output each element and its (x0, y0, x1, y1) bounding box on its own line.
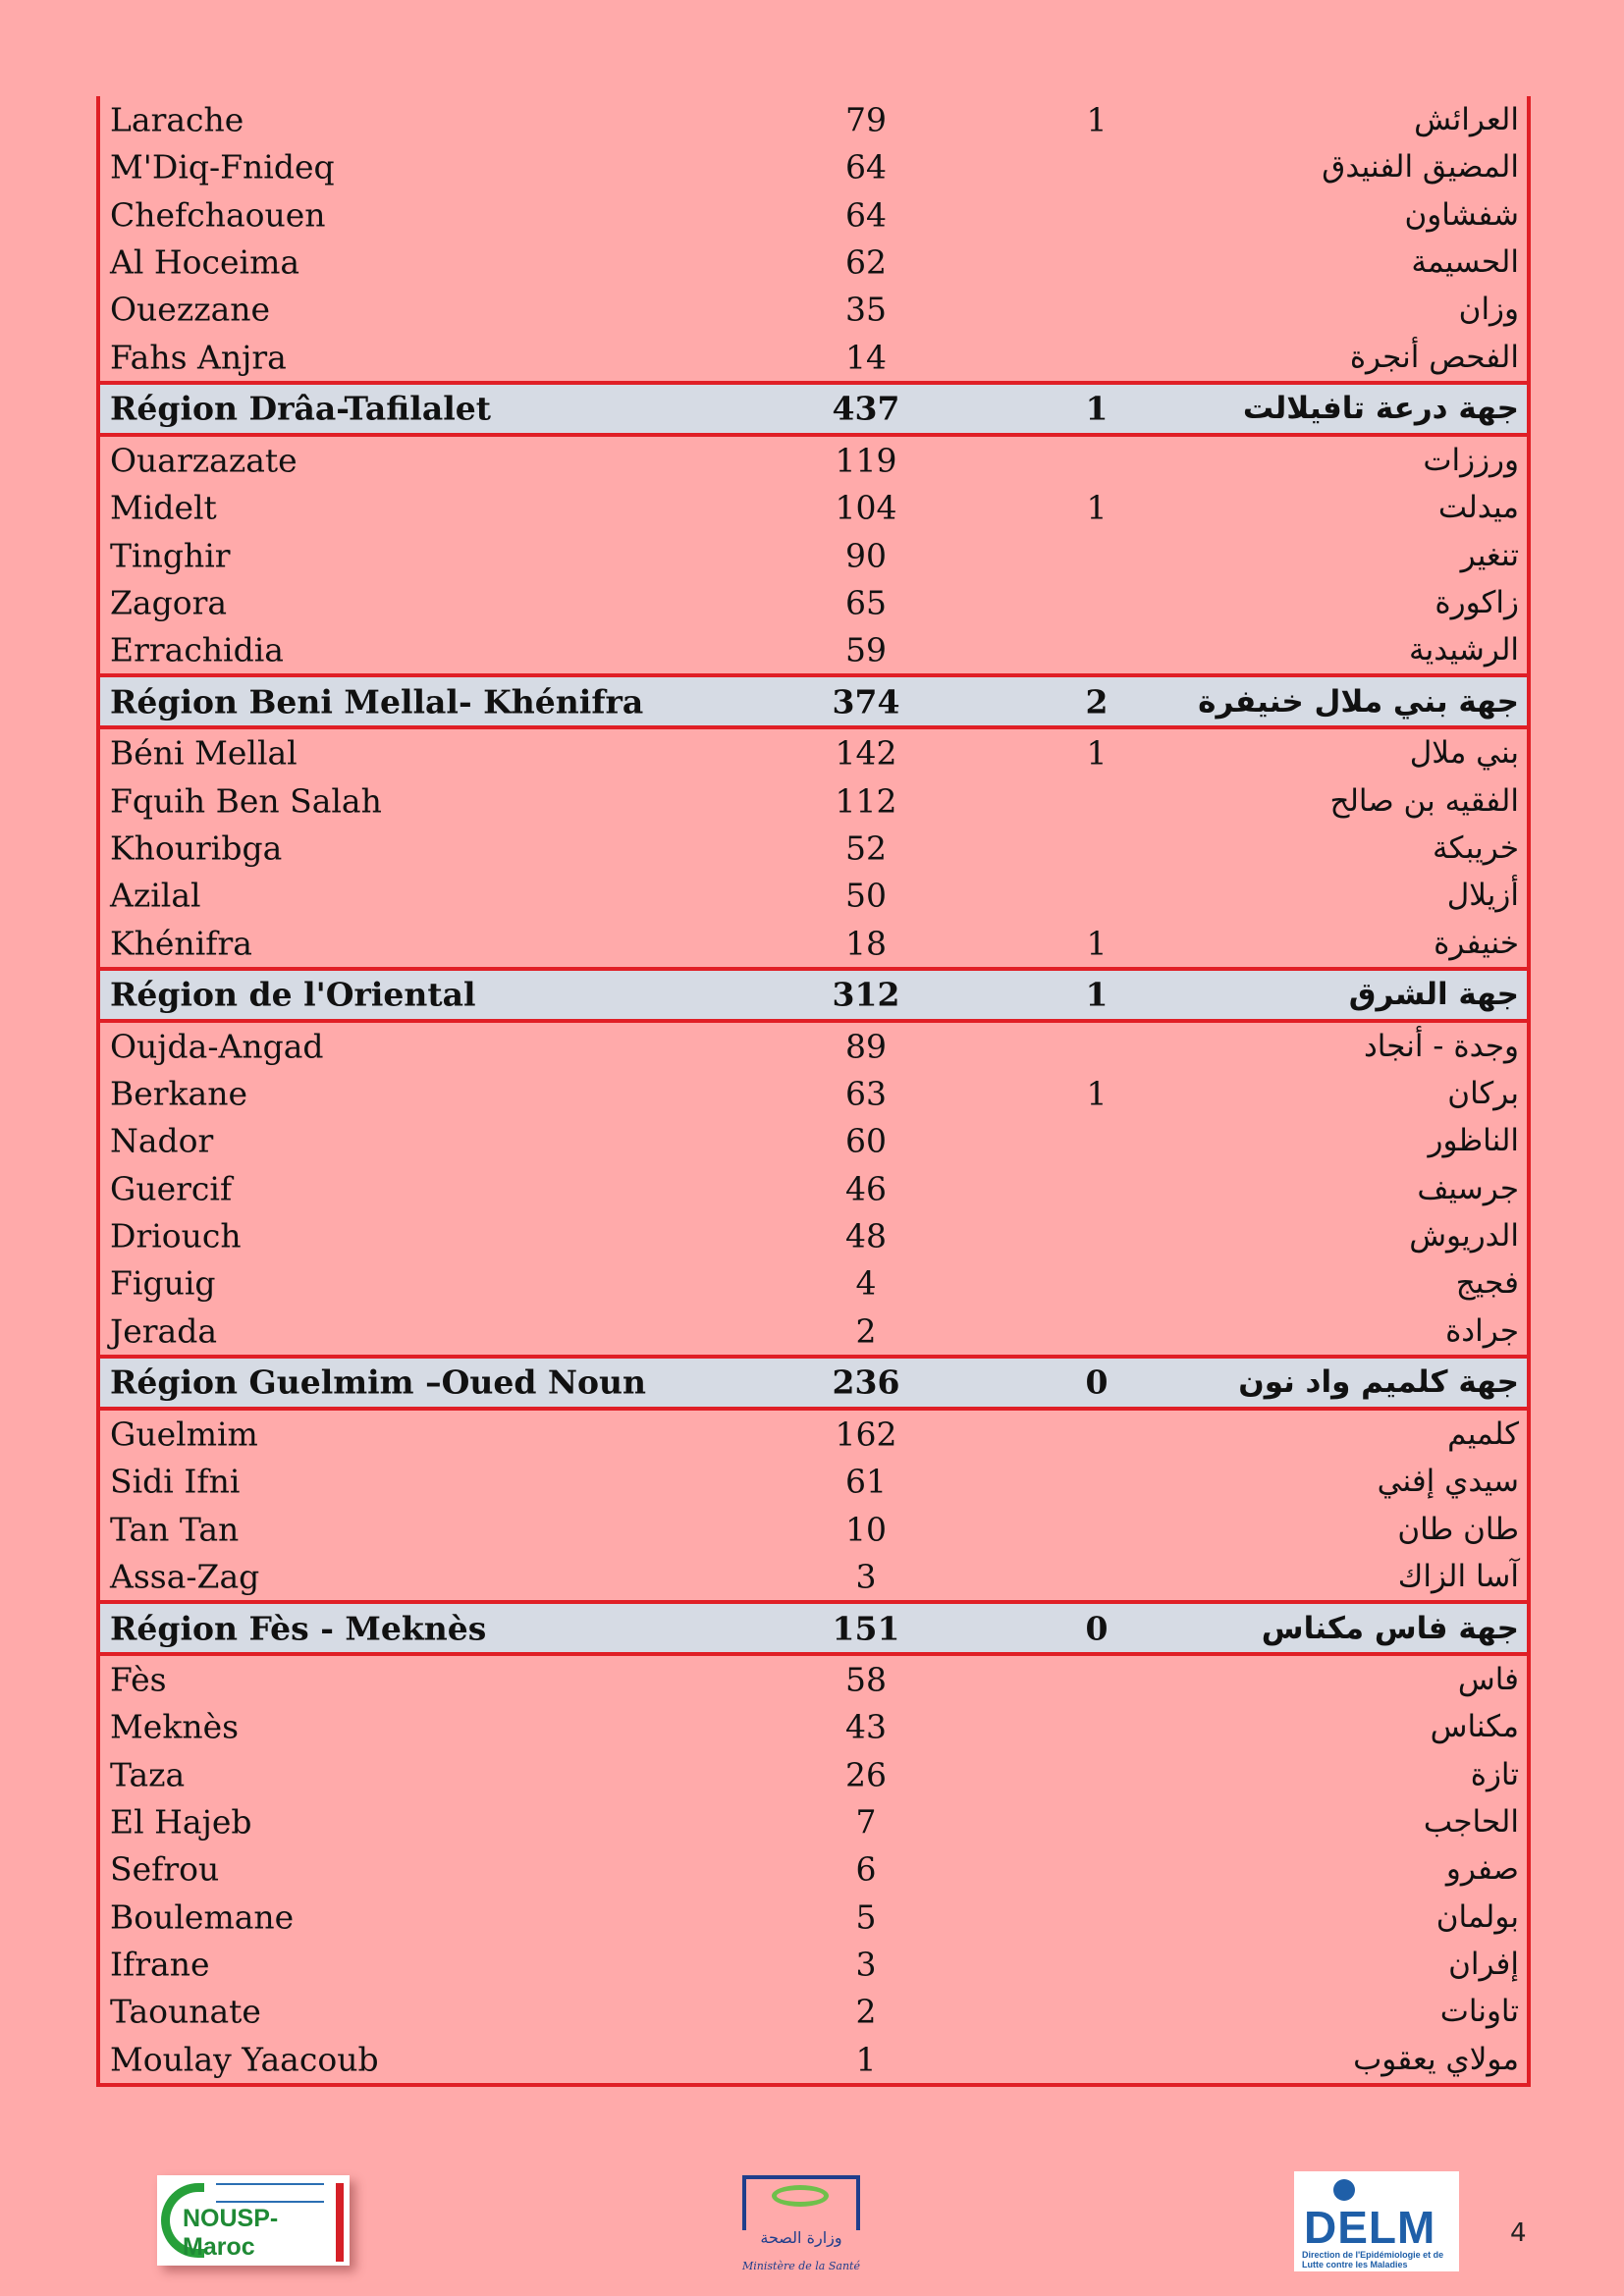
city-name: Zagora (110, 583, 228, 622)
ministry-logo-emblem (772, 2185, 829, 2207)
city-name: Fahs Anjra (110, 338, 287, 377)
city-name: Figuig (110, 1263, 216, 1303)
city-cases: 1 (855, 2040, 877, 2079)
city-name: Guelmim (110, 1415, 258, 1454)
table-row (100, 1656, 1527, 1703)
city-name: Berkane (110, 1074, 248, 1113)
city-arabic: جرسيف (1417, 1170, 1519, 1206)
region-arabic: جهة بني ملال خنيفرة (1198, 683, 1519, 720)
city-cases: 43 (845, 1707, 887, 1746)
city-name: Nador (110, 1121, 214, 1160)
city-name: Sidi Ifni (110, 1462, 241, 1501)
table-row (100, 437, 1527, 484)
table-row (100, 1798, 1527, 1845)
table-row (100, 1845, 1527, 1893)
delm-logo-text: DELM (1304, 2202, 1436, 2253)
table-row (100, 872, 1527, 919)
region-name: Région Fès - Meknès (110, 1609, 487, 1648)
city-name: Sefrou (110, 1849, 220, 1889)
city-arabic: بني ملال (1409, 735, 1519, 772)
city-arabic: صفرو (1445, 1851, 1519, 1888)
city-arabic: ورززات (1423, 442, 1519, 478)
city-cases: 10 (845, 1510, 887, 1549)
city-cases: 3 (855, 1945, 877, 1984)
city-cases: 6 (855, 1849, 877, 1889)
region-arabic: جهة كلميم واد نون (1238, 1364, 1519, 1401)
table-row (100, 1117, 1527, 1164)
table-row (100, 1212, 1527, 1259)
city-cases: 89 (845, 1027, 887, 1066)
city-name: M'Diq-Fnideq (110, 147, 335, 187)
region-cases: 374 (832, 682, 900, 721)
city-cases: 48 (845, 1216, 887, 1255)
city-arabic: مكناس (1430, 1709, 1519, 1745)
region-arabic: جهة درعة تافيلالت (1242, 391, 1519, 427)
city-cases: 142 (835, 733, 897, 773)
city-arabic: زاكورة (1435, 584, 1519, 620)
region-deaths: 0 (1085, 1609, 1109, 1648)
city-arabic: شفشاون (1404, 196, 1519, 233)
city-name: Ouezzane (110, 290, 271, 329)
city-cases: 50 (845, 876, 887, 915)
city-name: Errachidia (110, 630, 284, 669)
city-name: Oujda-Angad (110, 1027, 324, 1066)
table-row (100, 1941, 1527, 1988)
city-arabic: المضيق الفنيدق (1322, 149, 1519, 186)
city-deaths: 1 (1086, 100, 1108, 139)
city-name: Chefchaouen (110, 195, 326, 235)
region-arabic: جهة الشرق (1348, 977, 1519, 1013)
city-name: Al Hoceima (110, 242, 300, 282)
delm-logo-subtitle: Direction de l'Epidémiologie et de Lutte contre les Maladies (1302, 2250, 1444, 2269)
table-row (100, 1988, 1527, 2035)
table-row (100, 1308, 1527, 1355)
city-name: Taounate (110, 1992, 261, 2031)
city-cases: 2 (855, 1311, 877, 1351)
table-row (100, 484, 1527, 531)
region-cases: 236 (832, 1362, 900, 1402)
city-arabic: الحاجب (1423, 1804, 1519, 1841)
region-name: Région Drâa-Tafilalet (110, 389, 491, 428)
city-deaths: 1 (1086, 488, 1108, 527)
city-name: Béni Mellal (110, 733, 298, 773)
city-name: Azilal (110, 876, 201, 915)
city-arabic: كلميم (1447, 1415, 1519, 1452)
city-arabic: تازة (1470, 1756, 1519, 1792)
region-deaths: 1 (1085, 389, 1109, 428)
table-row (100, 777, 1527, 825)
region-name: Région Beni Mellal- Khénifra (110, 682, 644, 721)
city-arabic: تنغير (1460, 537, 1519, 573)
city-arabic: آسا الزاك (1397, 1558, 1519, 1594)
page-number: 4 (1510, 2218, 1527, 2248)
city-cases: 3 (855, 1557, 877, 1596)
table-row (100, 579, 1527, 626)
table-row (100, 729, 1527, 776)
region-arabic: جهة فاس مكناس (1261, 1610, 1519, 1646)
city-name: Guercif (110, 1169, 233, 1208)
ministry-logo-arabic: وزارة الصحة (760, 2228, 842, 2247)
city-arabic: فاس (1457, 1662, 1519, 1698)
city-cases: 35 (845, 290, 887, 329)
city-arabic: الحسيمة (1411, 244, 1519, 281)
city-name: Jerada (110, 1311, 218, 1351)
region-deaths: 0 (1085, 1362, 1109, 1402)
logo-header-lines (216, 2183, 324, 2203)
city-cases: 61 (845, 1462, 887, 1501)
cases-table (96, 96, 1531, 2087)
nousp-logo (157, 2175, 350, 2266)
city-arabic: أزيلال (1446, 878, 1519, 914)
region-cases: 151 (832, 1609, 900, 1648)
delm-logo (1294, 2171, 1459, 2271)
city-cases: 60 (845, 1121, 887, 1160)
table-row (100, 919, 1527, 966)
city-name: Tinghir (110, 536, 231, 575)
city-name: Ifrane (110, 1945, 210, 1984)
city-name: Larache (110, 100, 244, 139)
city-name: Ouarzazate (110, 441, 298, 480)
table-row (100, 191, 1527, 239)
city-deaths: 1 (1086, 733, 1108, 773)
ministry-logo-french: Ministère de la Santé (742, 2260, 860, 2272)
region-cases: 437 (832, 389, 900, 428)
city-cases: 64 (845, 195, 887, 235)
city-name: Assa-Zag (110, 1557, 260, 1596)
region-deaths: 2 (1085, 682, 1109, 721)
table-row (100, 1023, 1527, 1070)
table-row (100, 1411, 1527, 1458)
city-arabic: طان طان (1397, 1511, 1519, 1547)
city-cases: 58 (845, 1660, 887, 1699)
city-cases: 65 (845, 583, 887, 622)
logo-red-bar (336, 2183, 344, 2262)
city-name: Taza (110, 1755, 186, 1794)
city-cases: 7 (855, 1802, 877, 1842)
table-row (100, 286, 1527, 333)
footer (0, 2160, 1624, 2287)
table-row (100, 1751, 1527, 1798)
table-row (100, 1070, 1527, 1117)
city-arabic: وجدة - أنجاد (1363, 1028, 1519, 1064)
city-arabic: جرادة (1445, 1312, 1519, 1349)
city-arabic: فجيج (1455, 1265, 1519, 1302)
table-row (100, 143, 1527, 190)
city-name: Tan Tan (110, 1510, 240, 1549)
city-cases: 14 (845, 338, 887, 377)
table-row (100, 1703, 1527, 1750)
city-cases: 79 (845, 100, 887, 139)
region-row (100, 673, 1527, 729)
table-row (100, 531, 1527, 578)
city-name: Moulay Yaacoub (110, 2040, 379, 2079)
city-cases: 18 (845, 924, 887, 963)
table-row (100, 2035, 1527, 2082)
city-arabic: خريبكة (1433, 830, 1519, 866)
city-cases: 162 (835, 1415, 897, 1454)
city-cases: 62 (845, 242, 887, 282)
city-cases: 46 (845, 1169, 887, 1208)
region-row (100, 1600, 1527, 1656)
city-arabic: الفحص أنجرة (1349, 339, 1519, 375)
region-name: Région Guelmim –Oued Noun (110, 1362, 647, 1402)
city-arabic: الرشيدية (1408, 632, 1519, 668)
city-cases: 63 (845, 1074, 887, 1113)
delm-logo-dot (1333, 2179, 1355, 2201)
region-name: Région de l'Oriental (110, 975, 476, 1014)
table-row (100, 1259, 1527, 1307)
city-name: Fès (110, 1660, 167, 1699)
region-row (100, 1355, 1527, 1411)
city-arabic: مولاي يعقوب (1353, 2041, 1519, 2077)
city-cases: 112 (835, 781, 897, 821)
city-name: Midelt (110, 488, 217, 527)
city-name: Meknès (110, 1707, 240, 1746)
city-arabic: بولمان (1435, 1898, 1519, 1935)
city-arabic: خنيفرة (1434, 925, 1519, 961)
city-deaths: 1 (1086, 1074, 1108, 1113)
table-row (100, 1458, 1527, 1505)
city-arabic: تاونات (1439, 1994, 1519, 2030)
city-cases: 64 (845, 147, 887, 187)
region-row (100, 967, 1527, 1023)
region-row (100, 381, 1527, 437)
city-name: El Hajeb (110, 1802, 252, 1842)
city-cases: 26 (845, 1755, 887, 1794)
table-row (100, 1553, 1527, 1600)
table-row (100, 626, 1527, 673)
region-cases: 312 (832, 975, 900, 1014)
city-arabic: الدريوش (1409, 1218, 1519, 1255)
table-row (100, 1894, 1527, 1941)
table-row (100, 825, 1527, 872)
city-cases: 59 (845, 630, 887, 669)
city-name: Boulemane (110, 1897, 295, 1937)
city-name: Fquih Ben Salah (110, 781, 382, 821)
table-row (100, 96, 1527, 143)
city-deaths: 1 (1086, 924, 1108, 963)
nousp-logo-text: NOUSP-Maroc (183, 2205, 279, 2261)
city-cases: 90 (845, 536, 887, 575)
city-arabic: العرائش (1414, 102, 1519, 138)
table-row (100, 1505, 1527, 1552)
city-arabic: وزان (1458, 292, 1519, 328)
city-name: Khouribga (110, 828, 283, 868)
city-arabic: الناظور (1428, 1123, 1519, 1159)
region-deaths: 1 (1085, 975, 1109, 1014)
ministry-logo (738, 2171, 864, 2281)
table-row (100, 1165, 1527, 1212)
city-cases: 52 (845, 828, 887, 868)
city-cases: 2 (855, 1992, 877, 2031)
city-arabic: الفقيه بن صالح (1329, 782, 1519, 819)
table-row (100, 333, 1527, 380)
city-arabic: سيدي إفني (1377, 1464, 1519, 1500)
city-cases: 104 (835, 488, 897, 527)
city-name: Khénifra (110, 924, 252, 963)
city-cases: 119 (835, 441, 897, 480)
city-cases: 5 (855, 1897, 877, 1937)
table-row (100, 239, 1527, 286)
city-arabic: ميدلت (1437, 490, 1519, 526)
city-cases: 4 (855, 1263, 877, 1303)
city-arabic: بركان (1447, 1076, 1519, 1112)
city-name: Driouch (110, 1216, 242, 1255)
city-arabic: إفران (1448, 1946, 1519, 1982)
